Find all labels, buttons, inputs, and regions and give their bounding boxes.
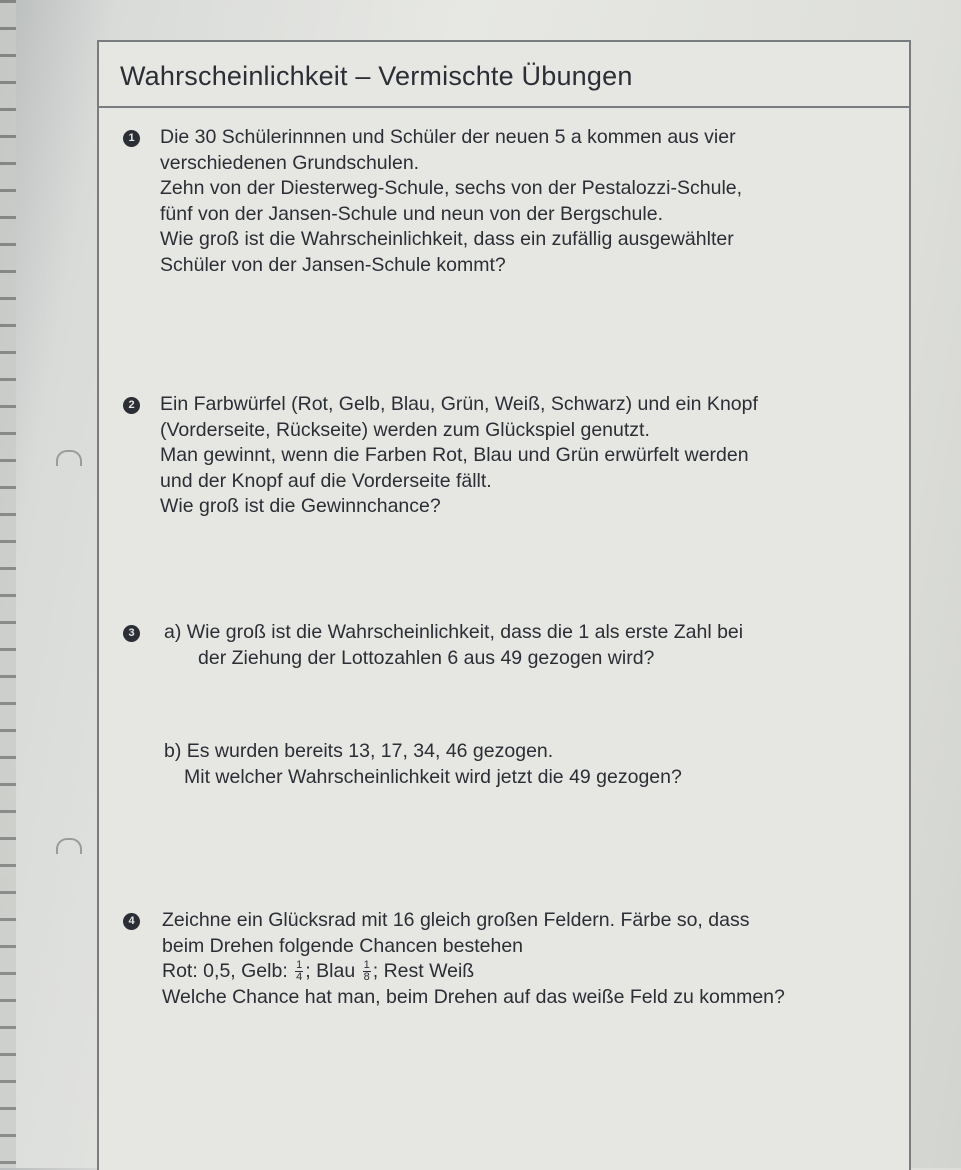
text-line: Schüler von der Jansen-Schule kommt? <box>160 253 506 276</box>
exercise-number-4: 4 <box>123 913 140 930</box>
notebook-spiral-binding <box>0 0 16 1168</box>
worksheet <box>97 40 911 1170</box>
text-line: Ein Farbwürfel (Rot, Gelb, Blau, Grün, Weiß, Schwarz) und ein Knopf <box>160 393 758 415</box>
exercise-number-3: 3 <box>123 625 140 642</box>
page-title: Wahrscheinlichkeit – Vermischte Übungen <box>120 61 633 91</box>
chance-white: Rest Weiß <box>383 960 475 982</box>
punch-hole <box>56 450 82 466</box>
exercise-4 <box>162 908 785 1010</box>
text-line: b) Es wurden bereits 13, 17, 34, 46 gezogen. <box>164 740 554 762</box>
chance-yellow-label: Gelb: <box>241 960 288 982</box>
exercise-number-2: 2 <box>123 397 140 414</box>
chances-line <box>162 959 785 985</box>
chance-red: Rot: 0,5, <box>162 960 236 982</box>
text-line: der Ziehung der Lottozahlen 6 aus 49 gezogen wird? <box>198 646 655 669</box>
text-line: verschiedenen Grundschulen. <box>160 151 420 174</box>
text-line: Wie groß ist die Wahrscheinlichkeit, dass ein zufällig ausgewählter <box>160 228 734 250</box>
exercise-3a <box>164 620 743 671</box>
separator: ; <box>305 960 311 982</box>
text-line: Zeichne ein Glücksrad mit 16 gleich großen Feldern. Färbe so, dass <box>162 909 750 931</box>
punch-hole <box>56 838 82 854</box>
separator: ; <box>372 960 379 982</box>
text-line: Zehn von der Diesterweg-Schule, sechs von der Pestalozzi-Schule, <box>160 177 743 199</box>
exercise-3b <box>164 739 682 790</box>
text-line: (Vorderseite, Rückseite) werden zum Glückspiel genutzt. <box>160 418 650 441</box>
text-line: Mit welcher Wahrscheinlichkeit wird jetzt die 49 gezogen? <box>184 765 682 788</box>
fraction-one-eighth: $\frac{1}{8}$ <box>363 959 370 984</box>
text-line: Die 30 Schülerinnnen und Schüler der neuen 5 a kommen aus vier <box>160 126 736 148</box>
chance-blue-label: Blau <box>316 960 356 982</box>
text-line: Wie groß ist die Gewinnchance? <box>160 495 441 517</box>
text-line: Man gewinnt, wenn die Farben Rot, Blau und Grün erwürfelt werden <box>160 444 749 466</box>
exercise-1 <box>160 125 742 278</box>
text-line: Welche Chance hat man, beim Drehen auf das weiße Feld zu kommen? <box>162 985 785 1008</box>
title-bar <box>99 42 909 108</box>
text-line: und der Knopf auf die Vorderseite fällt. <box>160 469 492 492</box>
text-line: a) Wie groß ist die Wahrscheinlichkeit, dass die 1 als erste Zahl bei <box>164 621 744 643</box>
exercise-number-1: 1 <box>123 130 140 147</box>
text-line: fünf von der Jansen-Schule und neun von der Bergschule. <box>160 202 664 225</box>
fraction-one-quarter: $\frac{1}{4}$ <box>296 959 303 984</box>
text-line: beim Drehen folgende Chancen bestehen <box>162 934 524 957</box>
exercise-2 <box>160 392 758 520</box>
